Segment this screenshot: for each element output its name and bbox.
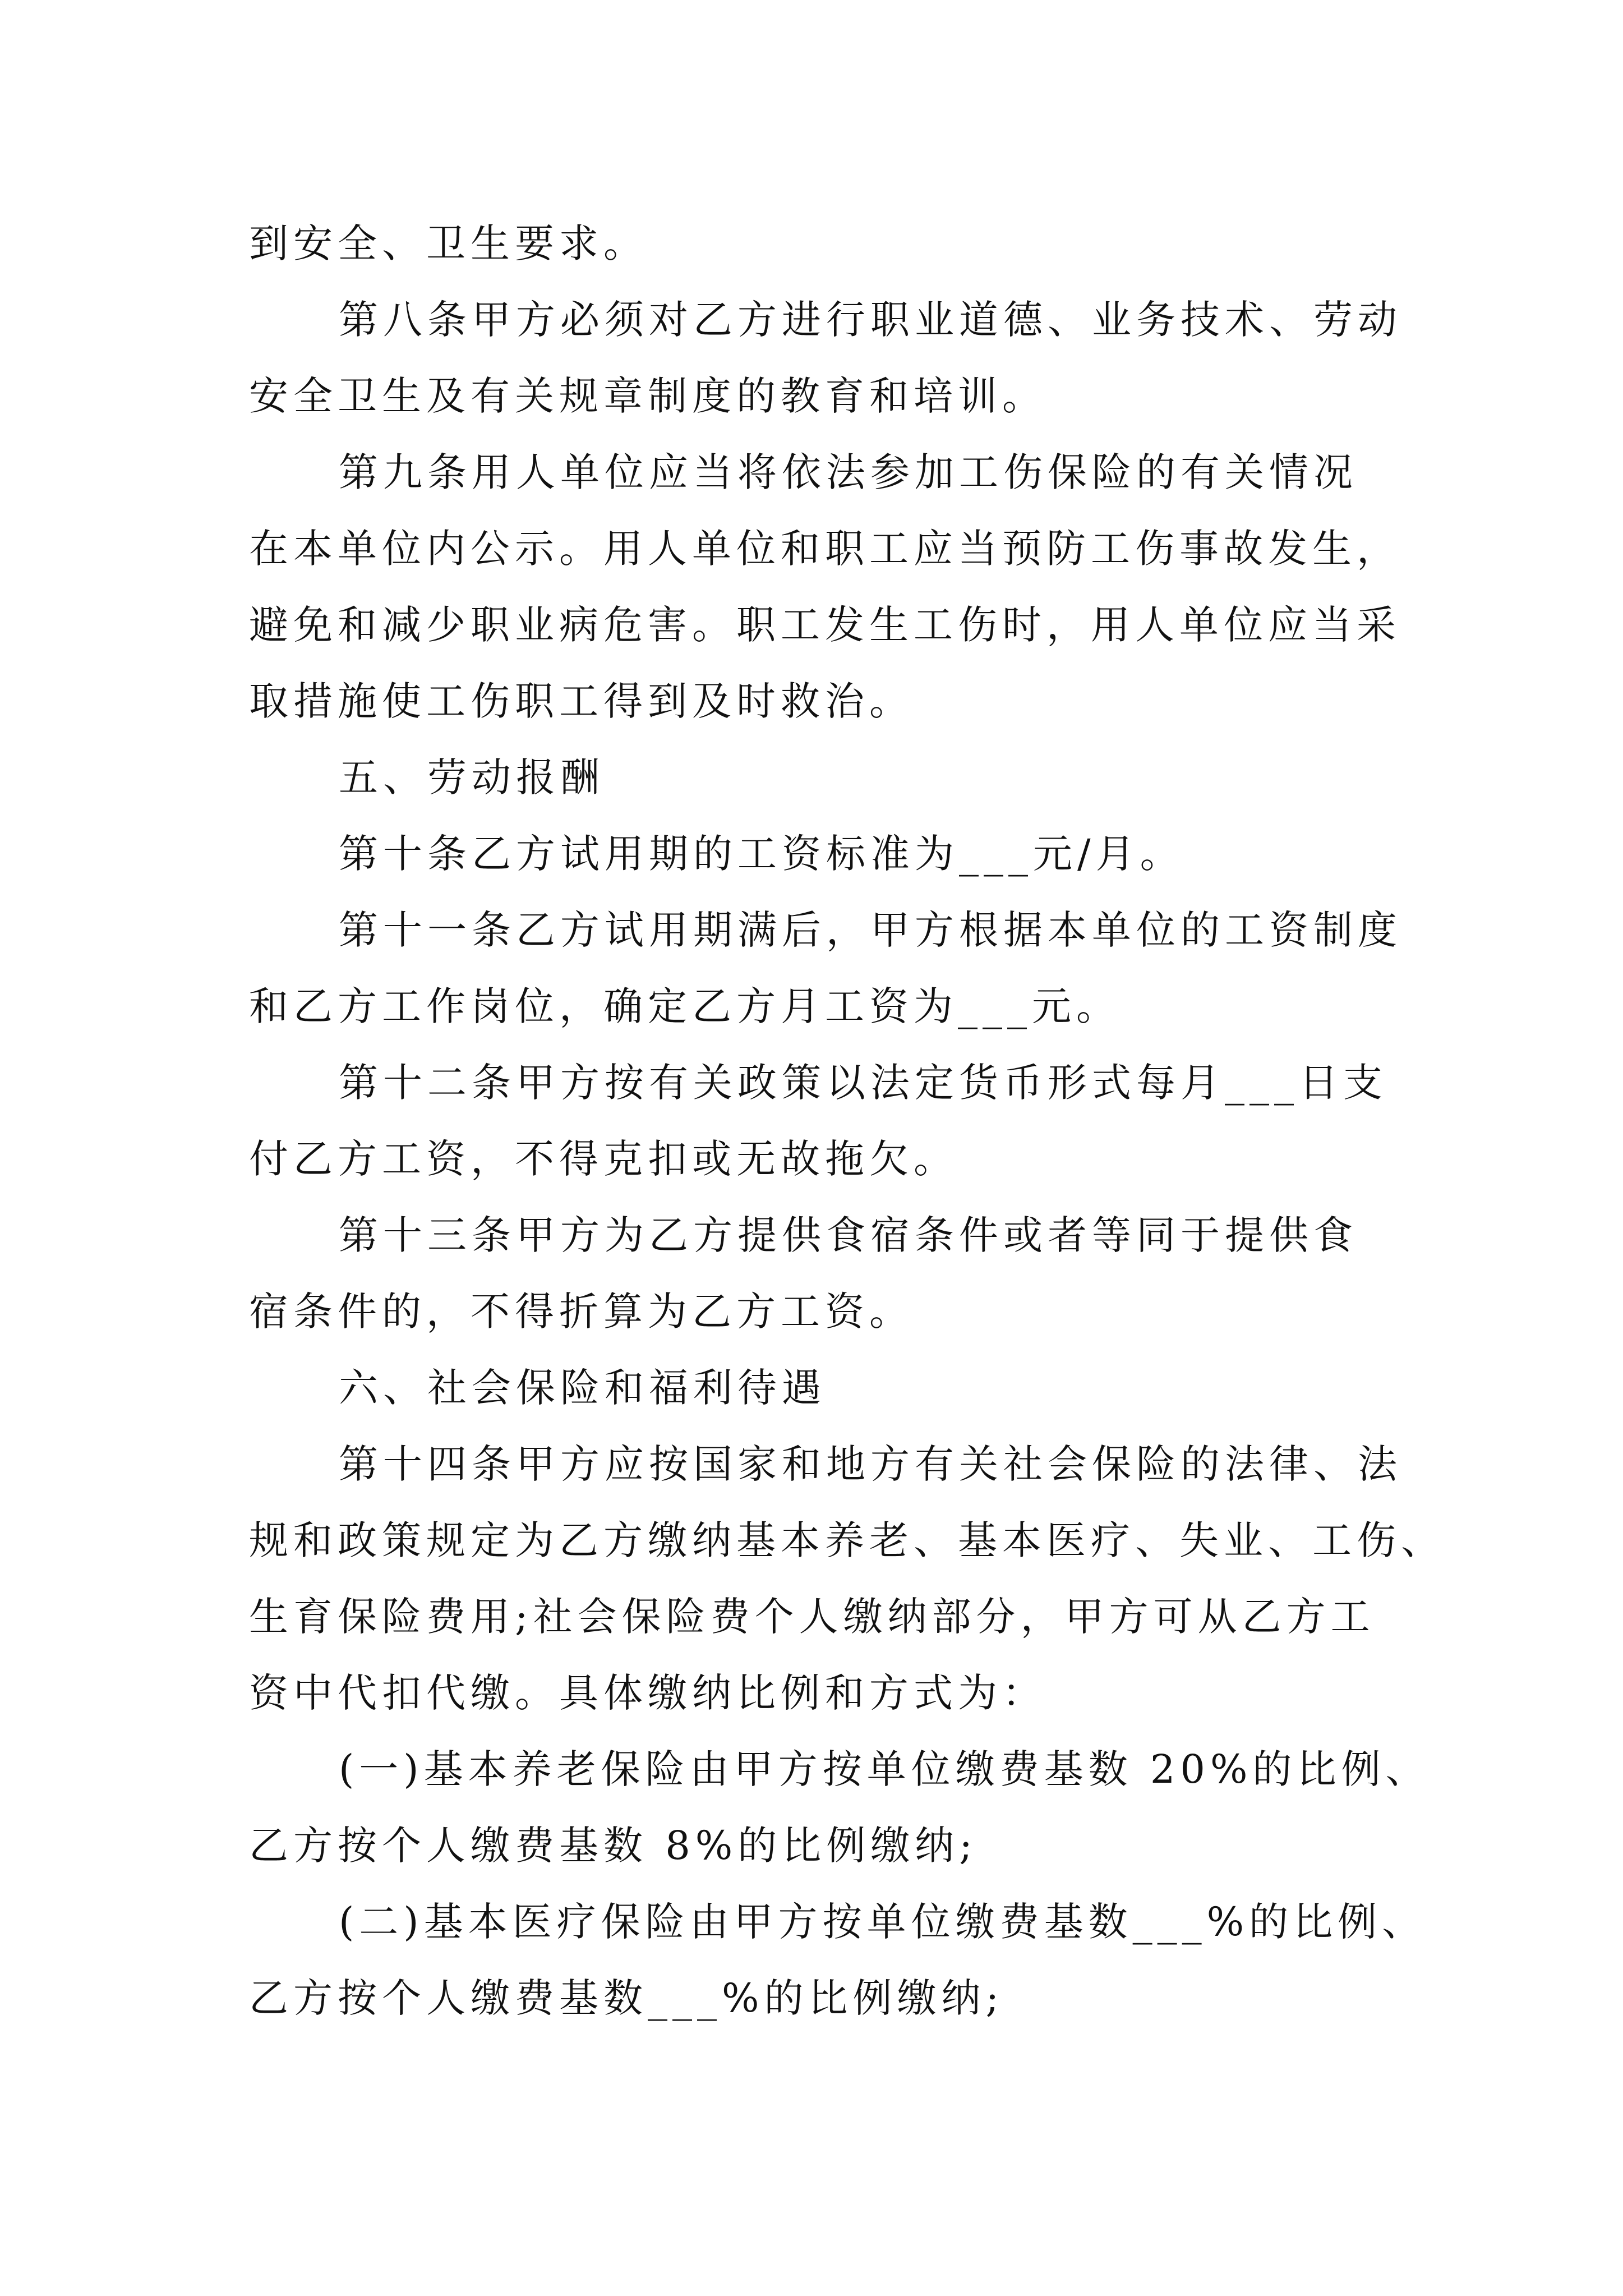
article-14-line-1: 第十四条甲方应按国家和地方有关社会保险的法律、法 [339, 1441, 1402, 1487]
article-14-line-3: 生育保险费用;社会保险费个人缴纳部分，甲方可从乙方工 [249, 1594, 1375, 1640]
article-9-line-1: 第九条用人单位应当将依法参加工伤保险的有关情况 [339, 449, 1358, 495]
item-1-line-1: (一)基本养老保险由甲方按单位缴费基数 20%的比例、 [339, 1746, 1430, 1792]
article-11-line-1: 第十一条乙方试用期满后，甲方根据本单位的工资制度 [339, 907, 1402, 953]
item-1-line-2: 乙方按个人缴费基数 8%的比例缴纳; [249, 1823, 978, 1869]
item-2-line-2: 乙方按个人缴费基数___%的比例缴纳; [249, 1975, 1004, 2021]
article-8-line-2: 安全卫生及有关规章制度的教育和培训。 [249, 373, 1046, 419]
article-14-line-4: 资中代扣代缴。具体缴纳比例和方式为： [249, 1670, 1046, 1716]
article-9-line-4: 取措施使工伤职工得到及时救治。 [249, 678, 914, 724]
article-9-line-2: 在本单位内公示。用人单位和职工应当预防工伤事故发生， [249, 526, 1401, 572]
article-11-line-2: 和乙方工作岗位，确定乙方月工资为___元。 [249, 983, 1121, 1029]
article-14-line-2: 规和政策规定为乙方缴纳基本养老、基本医疗、失业、工伤、 [249, 1517, 1445, 1563]
article-9-line-3: 避免和减少职业病危害。职工发生工伤时，用人单位应当采 [249, 602, 1401, 648]
section-6-heading: 六、社会保险和福利待遇 [339, 1365, 826, 1411]
item-2-line-1: (二)基本医疗保险由甲方按单位缴费基数___%的比例、 [339, 1899, 1427, 1945]
article-12-line-2: 付乙方工资，不得克扣或无故拖欠。 [249, 1136, 958, 1182]
section-5-heading: 五、劳动报酬 [339, 754, 605, 800]
article-12-line-1: 第十二条甲方按有关政策以法定货币形式每月___日支 [339, 1060, 1387, 1106]
article-8-line-1: 第八条甲方必须对乙方进行职业道德、业务技术、劳动 [339, 297, 1402, 343]
article-10-line-1: 第十条乙方试用期的工资标准为___元/月。 [339, 831, 1184, 877]
text-line: 到安全、卫生要求。 [249, 220, 648, 266]
article-13-line-1: 第十三条甲方为乙方提供食宿条件或者等同于提供食 [339, 1212, 1358, 1258]
article-13-line-2: 宿条件的，不得折算为乙方工资。 [249, 1289, 914, 1335]
